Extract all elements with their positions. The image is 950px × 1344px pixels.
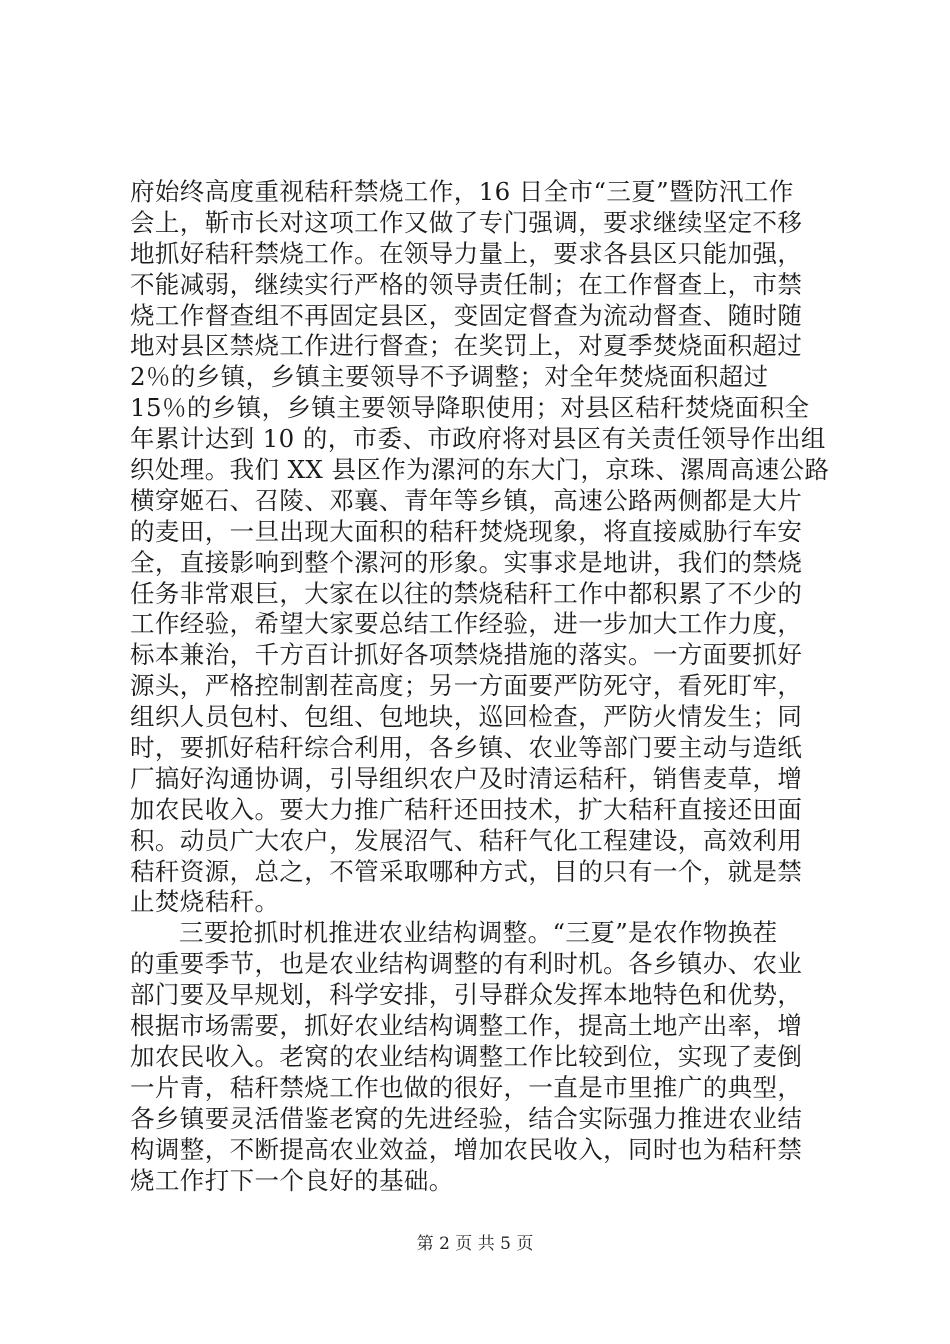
- text-line: 府始终高度重视秸秆禁烧工作，16 日全市“三夏”暨防汛工作: [130, 177, 794, 206]
- text-line: 秸秆资源，总之，不管采取哪种方式，目的只有一个，就是禁: [130, 856, 803, 886]
- text-line: 不能减弱，继续实行严格的领导责任制；在工作督查上，市禁: [130, 269, 803, 299]
- text-line: 加农民收入。老窝的农业结构调整工作比较到位，实现了麦倒: [130, 1041, 803, 1071]
- text-line: 会上，靳市长对这项工作又做了专门强调，要求继续坚定不移: [130, 207, 803, 237]
- text-line: 织处理。我们 XX 县区作为漯河的东大门，京珠、漯周高速公路: [130, 455, 830, 485]
- text-line: 加农民收入。要大力推广秸秆还田技术，扩大秸秆直接还田面: [130, 794, 803, 824]
- text-line: 地对县区禁烧工作进行督查；在奖罚上，对夏季焚烧面积超过: [130, 331, 803, 361]
- text-line: 地抓好秸秆禁烧工作。在领导力量上，要求各县区只能加强，: [130, 238, 803, 268]
- text-line: 烧工作打下一个良好的基础。: [130, 1165, 454, 1195]
- text-line: 2％的乡镇，乡镇主要领导不予调整；对全年焚烧面积超过: [130, 362, 769, 392]
- text-line: 年累计达到 10 的，市委、市政府将对县区有关责任领导作出组: [130, 424, 826, 454]
- text-line: 组织人员包村、包组、包地块，巡回检查，严防火情发生；同: [130, 702, 803, 732]
- text-line: 止焚烧秸秆。: [130, 887, 280, 917]
- page-number-footer: 第 2 页 共 5 页: [416, 1234, 534, 1254]
- text-line: 全，直接影响到整个漯河的形象。实事求是地讲，我们的禁烧: [130, 547, 803, 577]
- text-line: 横穿姬石、召陵、邓襄、青年等乡镇，高速公路两侧都是大片: [130, 485, 803, 515]
- paragraph-start-line: 三要抢抓时机推进农业结构调整。“三夏”是农作物换茬: [179, 918, 778, 948]
- text-line: 任务非常艰巨，大家在以往的禁烧秸秆工作中都积累了不少的: [130, 578, 803, 608]
- document-body: [130, 177, 830, 1196]
- text-line: 时，要抓好秸秆综合利用，各乡镇、农业等部门要主动与造纸: [130, 733, 803, 763]
- text-line: 积。动员广大农户，发展沼气、秸秆气化工程建设，高效利用: [130, 825, 803, 855]
- text-line: 源头，严格控制割茬高度；另一方面要严防死守，看死盯牢，: [130, 671, 803, 701]
- text-line: 根据市场需要，抓好农业结构调整工作，提高土地产出率，增: [130, 1011, 803, 1041]
- text-line: 15％的乡镇，乡镇主要领导降职使用；对县区秸秆焚烧面积全: [130, 393, 810, 423]
- text-line: 构调整，不断提高农业效益，增加农民收入，同时也为秸秆禁: [130, 1134, 803, 1164]
- text-line: 的重要季节，也是农业结构调整的有利时机。各乡镇办、农业: [130, 949, 803, 979]
- text-line: 部门要及早规划，科学安排，引导群众发挥本地特色和优势，: [130, 980, 803, 1010]
- text-line: 各乡镇要灵活借鉴老窝的先进经验，结合实际强力推进农业结: [130, 1103, 803, 1133]
- text-line: 烧工作督查组不再固定县区，变固定督查为流动督查、随时随: [130, 300, 803, 330]
- text-line: 一片青，秸秆禁烧工作也做的很好，一直是市里推广的典型，: [130, 1072, 803, 1102]
- text-line: 标本兼治，千方百计抓好各项禁烧措施的落实。一方面要抓好: [130, 640, 803, 670]
- text-line: 的麦田，一旦出现大面积的秸秆焚烧现象，将直接威胁行车安: [130, 516, 803, 546]
- text-line: 工作经验，希望大家要总结工作经验，进一步加大工作力度，: [130, 609, 803, 639]
- text-line: 厂搞好沟通协调，引导组织农户及时清运秸秆，销售麦草，增: [130, 763, 803, 793]
